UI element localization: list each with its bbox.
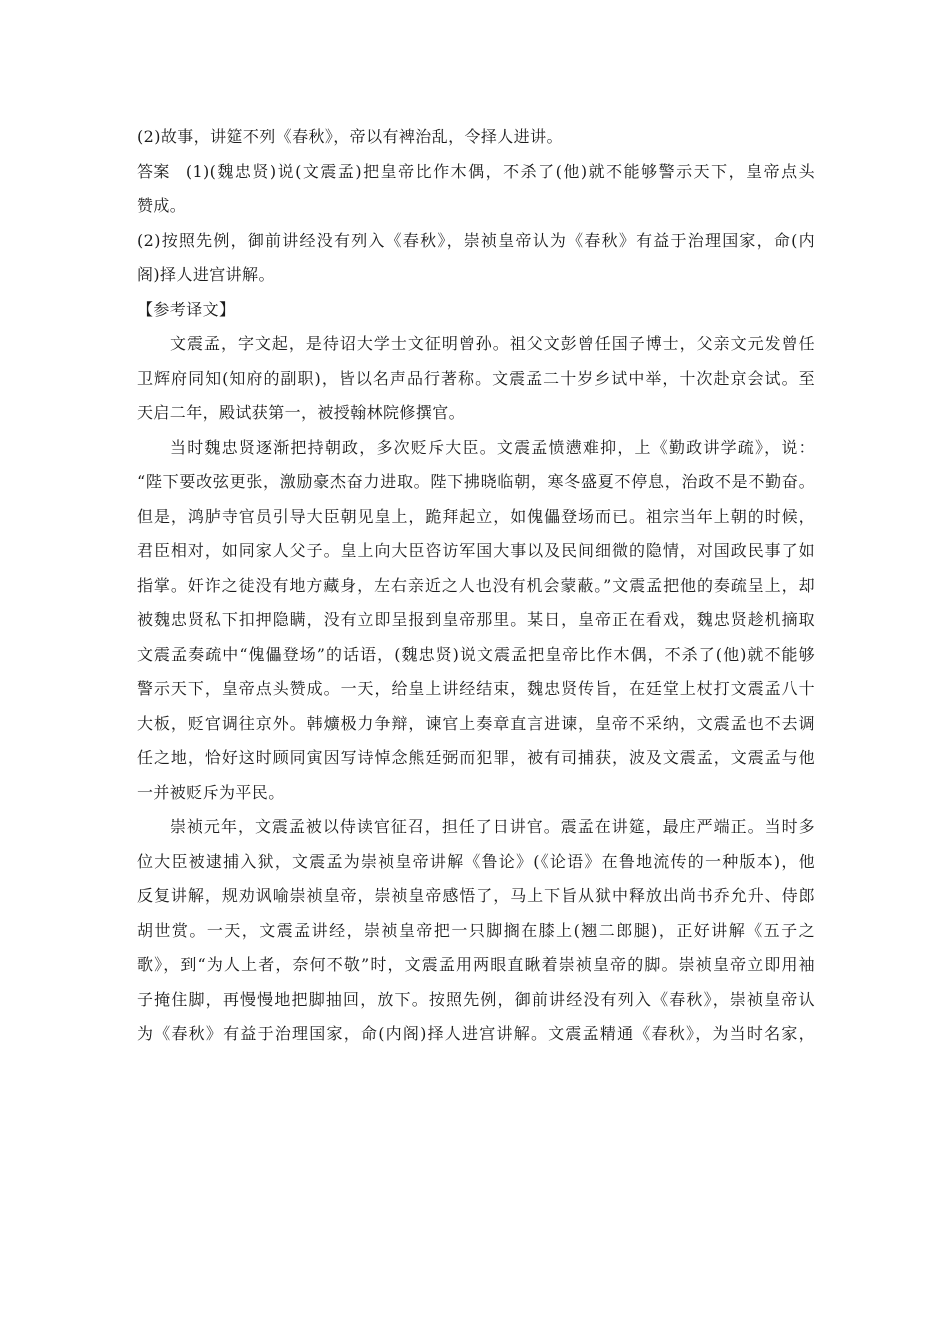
- paragraph-line: 警示天下，皇帝点头赞成。一天，给皇上讲经结束，魏忠贤传旨，在廷堂上杖打文震孟八十: [137, 679, 815, 698]
- answer-1-text: (1)(魏忠贤)说(文震孟)把皇帝比作木偶，不杀了(他)就不能够警示天下，皇帝点头: [185, 161, 815, 181]
- paragraph-line: 但是，鸿胪寺官员引导大臣朝见皇上，跪拜起立，如傀儡登场而已。祖宗当年上朝的时候，: [137, 506, 815, 526]
- paragraph-line: 文震孟奏疏中“傀儡登场”的话语，(魏忠贤)说文震孟把皇帝比作木偶，不杀了(他)就不能够: [137, 644, 815, 664]
- answer-1-line-1: [137, 155, 815, 190]
- answer-2-line-2: 阁)择人进宫讲解。: [137, 265, 275, 284]
- paragraph-line: 天启二年，殿试获第一，被授翰林院修撰官。: [137, 403, 466, 422]
- paragraph-line: 一并被贬斥为平民。: [137, 782, 285, 802]
- document-page: [137, 120, 815, 1052]
- translation-heading: 【参考译文】: [137, 299, 236, 319]
- paragraph-line: 君臣相对，如同家人父子。皇上向大臣咨访军国大事以及民间细微的隐情，对国政民事了如: [137, 541, 815, 560]
- answer-label: 答案: [137, 161, 170, 181]
- question-2: (2)故事，讲筵不列《春秋》，帝以有裨治乱，令择人进讲。: [137, 127, 563, 146]
- paragraph-line: 为《春秋》有益于治理国家，命(内阁)择人进宫讲解。文震孟精通《春秋》，为当时名家，: [137, 1024, 815, 1043]
- paragraph-line: 文震孟，字文起，是待诏大学士文征明曾孙。祖父文彭曾任国子博士，父亲文元发曾任: [170, 334, 815, 353]
- answer-2-line-1: (2)按照先例，御前讲经没有列入《春秋》，崇祯皇帝认为《春秋》有益于治理国家，命(内: [137, 230, 815, 250]
- translation-paragraph-1: [137, 327, 815, 431]
- paragraph-line: “陛下要改弦更张，激励豪杰奋力进取。陛下拂晓临朝，寒冬盛夏不停息，治政不是不勤奋。: [137, 472, 815, 491]
- paragraph-line: 子掩住脚，再慢慢地把脚抽回，放下。按照先例，御前讲经没有列入《春秋》，崇祯皇帝认: [137, 989, 815, 1009]
- paragraph-line: 指掌。奸诈之徒没有地方藏身，左右亲近之人也没有机会蒙蔽。”文震孟把他的奏疏呈上，却: [137, 575, 815, 595]
- paragraph-line: 反复讲解，规劝讽喻崇祯皇帝，崇祯皇帝感悟了，马上下旨从狱中释放出尚书乔允升、侍郎: [137, 886, 815, 905]
- paragraph-line: 卫辉府同知(知府的副职)，皆以名声品行著称。文震孟二十岁乡试中举，十次赴京会试。至: [137, 368, 815, 388]
- paragraph-line: 位大臣被逮捕入狱，文震孟为崇祯皇帝讲解《鲁论》(《论语》在鲁地流传的一种版本)，他: [137, 851, 815, 871]
- paragraph-line: 被魏忠贤私下扣押隐瞒，没有立即呈报到皇帝那里。某日，皇帝正在看戏，魏忠贤趁机摘取: [137, 610, 815, 629]
- paragraph-line: 大板，贬官调往京外。韩爌极力争辩，谏官上奏章直言进谏，皇帝不采纳，文震孟也不去调: [137, 713, 815, 733]
- translation-paragraph-3: [137, 810, 815, 1052]
- answer-1-line-2: 赞成。: [137, 196, 187, 215]
- paragraph-line: 胡世赏。一天，文震孟讲经，崇祯皇帝把一只脚搁在膝上(翘二郎腿)，正好讲解《五子之: [137, 920, 815, 940]
- paragraph-line: 任之地，恰好这时顾同寅因写诗悼念熊廷弼而犯罪，被有司捕获，波及文震孟，文震孟与他: [137, 748, 815, 767]
- translation-paragraph-2: [137, 431, 815, 811]
- paragraph-line: 当时魏忠贤逐渐把持朝政，多次贬斥大臣。文震孟愤懑难抑，上《勤政讲学疏》，说：: [170, 437, 815, 457]
- paragraph-line: 崇祯元年，文震孟被以侍读官征召，担任了日讲官。震孟在讲筵，最庄严端正。当时多: [170, 817, 815, 836]
- paragraph-line: 歌》，到“为人上者，奈何不敬”时，文震孟用两眼直瞅着崇祯皇帝的脚。崇祯皇帝立即用袖: [137, 955, 815, 974]
